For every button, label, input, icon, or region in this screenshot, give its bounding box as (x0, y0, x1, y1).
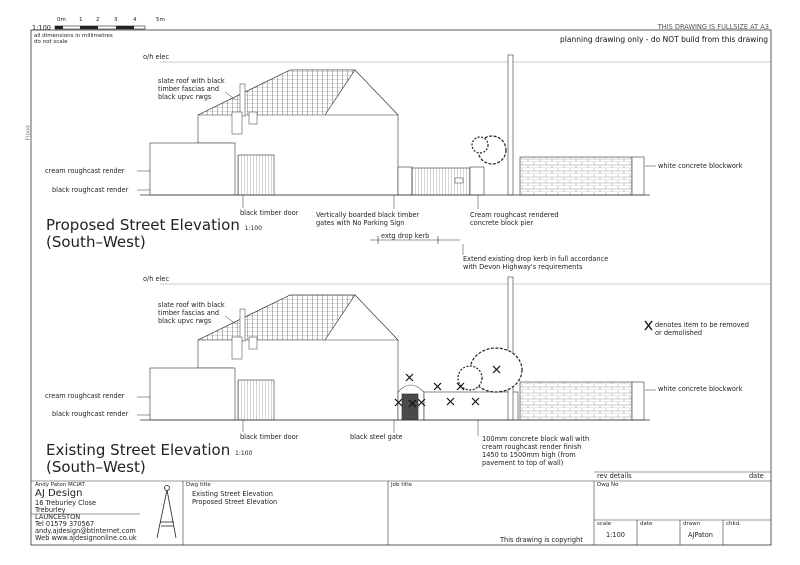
existing-roof-note-1: slate roof with black (158, 301, 225, 309)
scale-bar-label-4: 4 (133, 17, 137, 23)
existing-door-note: black timber door (240, 433, 299, 441)
drawn-field-value: AJPaton (688, 531, 713, 539)
dwg-title-2: Proposed Street Elevation (192, 498, 278, 506)
author: Andy Paton MCIAT (35, 482, 85, 488)
existing-roof-note-2: timber fascias and (158, 309, 220, 317)
proposed-blockwork: white concrete blockwork (658, 162, 743, 170)
existing-gate-note: black steel gate (350, 433, 403, 441)
address-line-2: Treburley (35, 506, 66, 514)
proposed-scale: 1:100 (244, 225, 262, 232)
scale-bar-label-1: 1 (79, 17, 83, 23)
existing-scale: 1:100 (235, 450, 253, 457)
website: Web www.ajdesignonline.co.uk (35, 534, 137, 542)
existing-wall-note-3: 1450 to 1500mm high (from (482, 451, 576, 459)
planning-warning: planning drawing only - do NOT build from this drawing (560, 35, 768, 44)
scale-bar-label-2: 2 (96, 17, 100, 23)
proposed-black-render: black roughcast render (52, 186, 129, 194)
drawn-field-label: drawn (683, 521, 701, 527)
proposed-kerb-label: extg drop kerb (381, 232, 430, 240)
job-title-label: Job title (391, 482, 412, 488)
scale-bar-label-5: 5m (156, 17, 165, 23)
legend-x (645, 321, 652, 330)
date-field-label: date (640, 521, 653, 527)
address-line-1: 16 Treburley Close (35, 499, 97, 507)
existing-elevation (137, 277, 770, 436)
proposed-title-text: Proposed Street Elevation (46, 216, 240, 234)
scale-field-label: scale (597, 521, 612, 527)
proposed-subtitle: (South–West) (46, 233, 146, 251)
company-name: AJ Design (35, 488, 83, 499)
existing-title-text: Existing Street Elevation (46, 441, 231, 459)
proposed-title (46, 218, 262, 233)
existing-cream-render: cream roughcast render (45, 392, 125, 400)
proposed-roof-note-1: slate roof with black (158, 77, 225, 85)
compass-logo (157, 486, 176, 539)
existing-wall-note-2: cream roughcast render finish (482, 443, 582, 451)
proposed-gate-note-2: gates with No Parking Sign (316, 219, 405, 227)
existing-subtitle: (South–West) (46, 458, 146, 476)
proposed-oh-elec: o/h elec (143, 53, 170, 61)
existing-blockwork: white concrete blockwork (658, 385, 743, 393)
side-label: Flood (25, 125, 32, 141)
proposed-roof-note-2: timber fascias and (158, 85, 220, 93)
rev-details-label: rev details (597, 472, 632, 480)
existing-wall-note-4: pavement to top of wall) (482, 459, 564, 467)
dwg-title-label: Dwg title (186, 482, 211, 488)
dwg-no-label: Dwg No (597, 482, 619, 488)
scale-bar (55, 26, 145, 29)
rev-date-label: date (749, 472, 764, 480)
scale-label: 1:100 (32, 24, 52, 32)
existing-black-render: black roughcast render (52, 410, 129, 418)
fullsize-note: THIS DRAWING IS FULLSIZE AT A3 (657, 23, 769, 31)
existing-oh-elec: o/h elec (143, 275, 170, 283)
scale-bar-label-0: 0m (57, 17, 66, 23)
existing-roof-note-3: black upvc rwgs (158, 317, 212, 325)
chkd-field-label: chkd. (726, 521, 741, 527)
proposed-door-note: black timber door (240, 209, 299, 217)
scale-field-value: 1:100 (606, 531, 626, 539)
proposed-roof-note-3: black upvc rwgs (158, 93, 212, 101)
scale-bar-label-3: 3 (114, 17, 118, 23)
proposed-pier-note-2: concrete block pier (470, 219, 534, 227)
note-dimensions: all dimensions in millimetres (34, 33, 113, 39)
email: andy.ajdesign@btinternet.com (35, 527, 136, 535)
proposed-kerb-note-2: with Devon Highway's requirements (463, 263, 583, 271)
existing-wall-note-1: 100mm concrete block wall with (482, 435, 590, 443)
copyright: This drawing is copyright (500, 536, 583, 544)
legend-note-1: denotes item to be removed (655, 321, 749, 329)
existing-title (46, 443, 252, 458)
address-line-3: LAUNCESTON (35, 513, 81, 521)
telephone: Tel 01579 370567 (35, 520, 95, 528)
proposed-gate-note-1: Vertically boarded black timber (316, 211, 420, 219)
proposed-kerb-note-1: Extend existing drop kerb in full accordance (463, 255, 609, 263)
note-do-not-scale: do not scale (34, 39, 68, 45)
proposed-cream-render: cream roughcast render (45, 167, 125, 175)
dwg-title-1: Existing Street Elevation (192, 490, 273, 498)
proposed-pier-note-1: Cream roughcast rendered (470, 211, 559, 219)
legend-note-2: or demolished (655, 329, 703, 337)
